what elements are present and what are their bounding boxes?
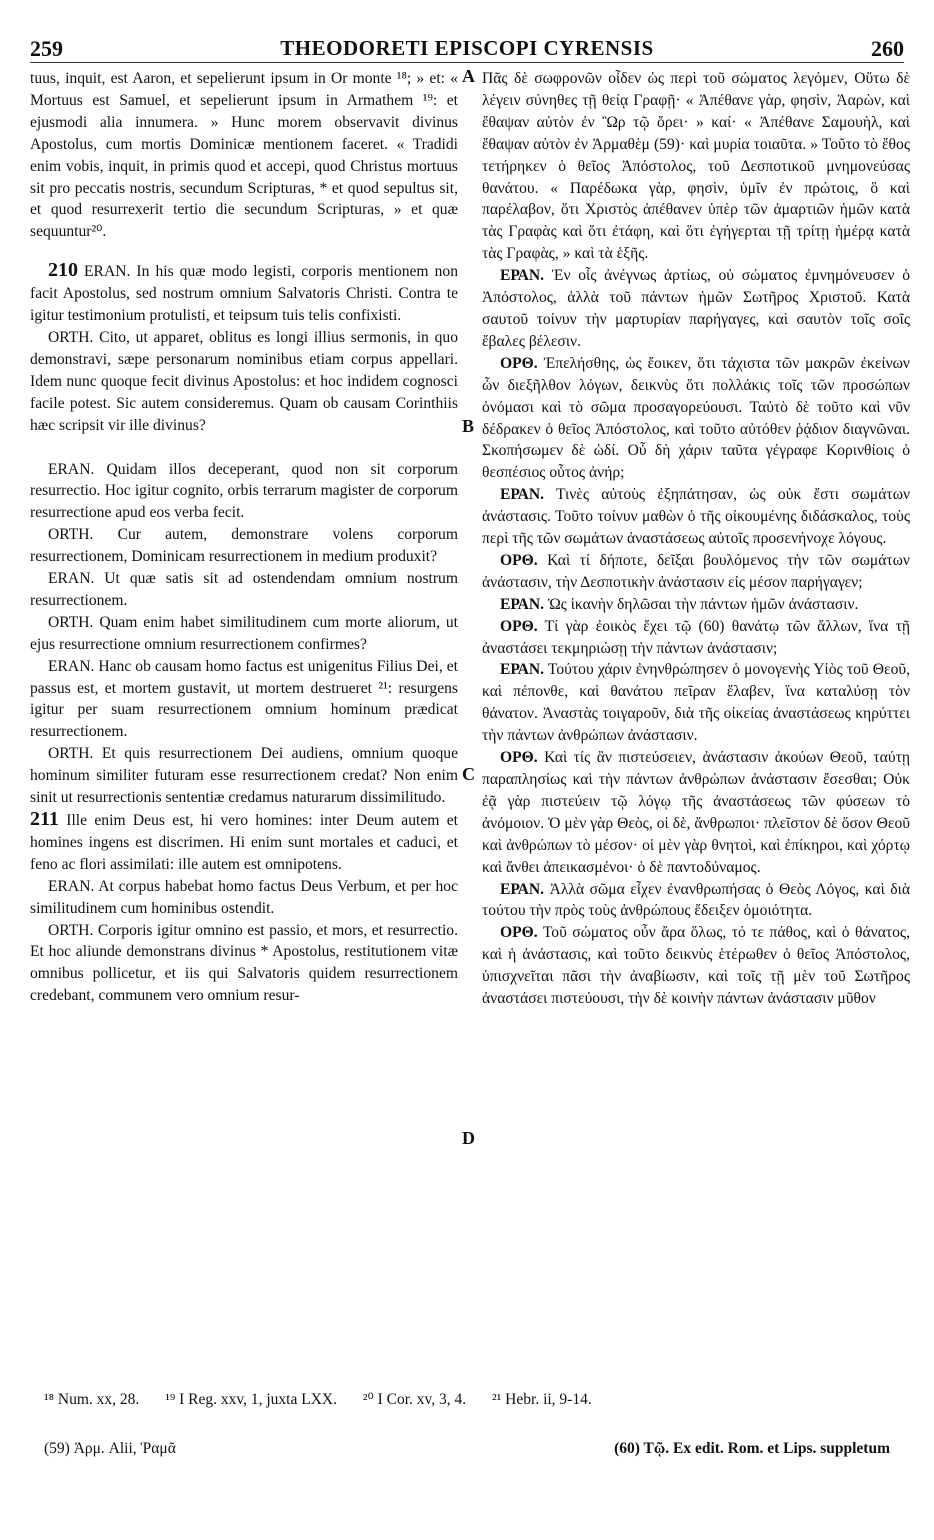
section-number: 211 bbox=[30, 808, 59, 830]
margin-marker-a: A bbox=[462, 66, 475, 86]
latin-paragraph: ERAN. Hanc ob causam homo factus est unigenitus Filius Dei, et passus est, et mortem gustavit, ut mortem destrueret ²¹: resurgens igitur per suam resurrectionem omnium hominum prædicat resurrectionem. bbox=[30, 657, 458, 741]
speaker-label: ORTH. bbox=[48, 613, 94, 631]
speaker-label: ORTH. bbox=[48, 745, 94, 763]
greek-paragraph: ΕΡΑΝ. Τινὲς αὐτοὺς ἐξηπάτησαν, ὡς οὐκ ἔστι σωμάτων ἀνάστασις. Τοῦτο τοίνυν μαθὼν ὁ τῆς οἰκουμένης διδάσκαλος, τοὺς περὶ τῆς τῶν σωμάτων ἀναστάσεως αὐτοῖς προσενήνοχε λόγους. bbox=[482, 486, 911, 548]
speaker-label: ORTH. bbox=[48, 921, 94, 939]
greek-column bbox=[482, 68, 910, 1010]
latin-paragraph: 211 Ille enim Deus est, hi vero homines: inter Deum autem et homines ingens est discrimen. Hi enim sunt mortales et caduci, et feno ac flori assimilati: ille autem est omnipotens. bbox=[30, 808, 459, 873]
variant-note-60: (60) Τῷ. Ex edit. Rom. et Lips. suppletum bbox=[614, 1440, 890, 1457]
latin-paragraph: ORTH. Cur autem, demonstrare volens corporum resurrectionem, Dominicam resurrectionem in medium produxit? bbox=[30, 526, 458, 566]
speaker-label: ΟΡΘ. bbox=[500, 551, 538, 569]
speaker-label: ΟΡΘ. bbox=[500, 617, 538, 635]
greek-paragraph: ΟΡΘ. Τοῦ σώματος οὖν ἄρα ὅλως, τό τε πάθος, καὶ ὁ θάνατος, καὶ ἡ ἀνάστασις, καὶ τοῦτο δεικνὺς ἑτέρωθεν ὁ θεῖος Ἀπόστολος, ὑπισχνεῖται πᾶσι τὴν ἀναβίωσιν, καὶ τοῖς τῇ μὲν τοῦ Σωτῆρος ἀναστάσει πιστεύουσι, τὴν δὲ κοινὴν πάντων ἀνάστασιν μῦθον bbox=[482, 924, 911, 1008]
greek-paragraph: ΕΡΑΝ. Ὡς ἱκανὴν δηλῶσαι τὴν πάντων ἡμῶν ἀνάστασιν. bbox=[500, 595, 859, 613]
speaker-label: ERAN. bbox=[48, 570, 95, 588]
greek-paragraph: Πᾶς δὲ σωφρονῶν οἶδεν ὡς περὶ τοῦ σώματος λεγόμεν, Οὕτω δὲ λέγειν σύνηθες τῇ θείᾳ Γραφῇ· « Ἀπέθανε γὰρ, φησὶν, Ἀαρὼν, καὶ ἔθαψαν αὐτὸν ἐν Ὢρ τῷ ὄρει· » καί· « Ἀπέθανε Σαμουὴλ, καὶ ἔθαψαν αὐτὸν ἐν Ἀρμαθὲμ (59)· καὶ μυρία τοιαῦτα. » Τοῦτο τὸ ἔθος τετήρηκεν ὁ θεῖος Ἀπόστολος, τοῦ Δεσποτικοῦ μνημονεύσας θανάτου. « Παρέδωκα γὰρ, φησὶν, ὑμῖν ἐν πρώτοις, ὃ καὶ παρέλαβον, ὅτι Χριστὸς ἀπέθανεν ὑπὲρ τῶν ἁμαρτιῶν ἡμῶν κατὰ τὰς Γραφὰς καὶ ὅτι ἐτάφη, καὶ ὅτι ἐγήγερται τῇ τρίτῃ ἡμέρᾳ κατὰ τὰς Γραφὰς, » καὶ τὰ ἑξῆς. bbox=[482, 70, 910, 263]
speaker-label: ΕΡΑΝ. bbox=[500, 661, 545, 679]
greek-paragraph: ΟΡΘ. Καὶ τίς ἂν πιστεύσειεν, ἀνάστασιν ἀκούων Θεοῦ, ταύτῃ παραπλησίως καὶ τὴν πάντων ἀνθρώπων ἀνάστασιν ἔσεσθαι; Οὐκ ἐᾷ γὰρ πιστεύειν τῷ λόγῳ τῆς ἀναστάσεως τῶν φύσεων τὸ ἀνόμοιον. Ὁ μὲν γὰρ Θεὸς, οἱ δὲ, ἄνθρωποι· πλεῖστον δὲ ὅσον Θεοῦ καὶ ἀνθρώπων τὸ μέσον· οἱ μὲν γὰρ θνητοὶ, καὶ ἐπίκηροι, καὶ χόρτῳ καὶ ἄνθει ἀπεικασμένοι· ὁ δὲ παντοδύναμος. bbox=[482, 749, 910, 876]
greek-paragraph: ΕΡΑΝ. Ἀλλὰ σῶμα εἶχεν ἐνανθρωπήσας ὁ Θεὸς Λόγος, καὶ διὰ τούτου τὴν πρὸς τοὺς ἀνθρώπους ἔδειξεν ὁμοιότητα. bbox=[482, 880, 910, 920]
footnote: ²¹ Hebr. ii, 9-14. bbox=[492, 1391, 592, 1408]
latin-paragraph: ERAN. Quidam illos deceperant, quod non sit corporum resurrectio. Hoc igitur cognito, orbis terrarum magister de corporum resurrectione apud eos verba fecit. bbox=[30, 460, 458, 522]
speaker-label: ERAN. bbox=[48, 460, 95, 478]
latin-paragraph: ORTH. Et quis resurrectionem Dei audiens, omnium quoque hominum similiter futuram esse resurrectionem credat? Non enim sinit ut resurrectionis sententiæ credamus naturarum dissimilitudo. bbox=[30, 745, 458, 807]
header-rule bbox=[30, 62, 904, 63]
margin-marker-d: D bbox=[462, 1128, 475, 1148]
speaker-label: ΕΡΑΝ. bbox=[500, 880, 545, 898]
speaker-label: ERAN. bbox=[84, 263, 131, 281]
speaker-label: ORTH. bbox=[48, 328, 94, 346]
variant-note-59: (59) Ἀρμ. Alii, Ῥαμᾶ bbox=[44, 1440, 176, 1457]
latin-paragraph: ERAN. Ut quæ satis sit ad ostendendam omnium nostrum resurrectionem. bbox=[30, 570, 458, 609]
latin-paragraph: ORTH. Cito, ut apparet, oblitus es longi illius sermonis, in quo demonstravi, sæpe personarum nominibus etiam corpus appellari. Idem nunc quoque fecit divinus Apostolus: et hoc indidem cognosci facile potest. Sic autem consideremus. Quam ob causam Corinthiis hæc scripsit vir ille divinus? bbox=[30, 328, 458, 434]
running-title: THEODORETI EPISCOPI CYRENSIS bbox=[280, 36, 654, 60]
speaker-label: ΕΡΑΝ. bbox=[500, 486, 545, 504]
greek-paragraph: ΕΡΑΝ. Ἐν οἷς ἀνέγνως ἀρτίως, οὐ σώματος ἐμνημόνευσεν ὁ Ἀπόστολος, ἀλλὰ τοῦ πάντων ἡμῶν Σωτῆρος Χριστοῦ. Κατὰ σαυτοῦ τοίνυν τὴν μαρτυρίαν παρήγαγες, καὶ σαυτὸν τοῖς σοῖς ἔβαλες βέλεσιν. bbox=[482, 267, 911, 350]
margin-marker-b: B bbox=[462, 416, 475, 436]
speaker-label: ERAN. bbox=[48, 657, 95, 675]
speaker-label: ORTH. bbox=[48, 526, 94, 544]
latin-paragraph: ORTH. Quam enim habet similitudinem cum morte aliorum, ut ejus resurrectione omnium resurrectionem confirmes? bbox=[30, 613, 458, 653]
latin-paragraph: 210 ERAN. In his quæ modo legisti, corporis mentionem non facit Apostolus, sed nostrum omnium Salvatoris Christi. Contra te igitur testimonium protulisti, et teipsum tuis telis confixisti. bbox=[30, 259, 458, 325]
speaker-label: ΟΡΘ. bbox=[500, 749, 538, 767]
greek-paragraph: ΟΡΘ. Τί γὰρ ἐοικὸς ἔχει τῷ (60) θανάτῳ τῶν ἄλλων, ἵνα τῇ ἀναστάσει τεκμηριώσῃ τὴν πάντων ἀνάστασιν; bbox=[482, 617, 910, 657]
latin-paragraph: ERAN. At corpus habebat homo factus Deus Verbum, et per hoc similitudinem cum hominibus ostendit. bbox=[30, 877, 458, 917]
greek-paragraph: ΟΡΘ. Καὶ τί δήποτε, δεῖξαι βουλόμενος τὴν τῶν σωμάτων ἀνάστασιν, τὴν Δεσποτικὴν ἀνάστασιν εἰς μέσον παρήγαγεν; bbox=[482, 551, 910, 591]
speaker-label: ΟΡΘ. bbox=[500, 354, 538, 372]
speaker-label: ΕΡΑΝ. bbox=[500, 595, 545, 613]
right-page-number: 260 bbox=[871, 36, 904, 61]
footnote: ¹⁹ I Reg. xxv, 1, juxta LXX. bbox=[165, 1391, 337, 1408]
section-number: 210 bbox=[48, 259, 78, 282]
latin-column bbox=[30, 68, 458, 1007]
footnotes bbox=[44, 1390, 890, 1409]
footnote: ¹⁸ Num. xx, 28. bbox=[44, 1391, 140, 1408]
margin-marker-c: C bbox=[462, 764, 475, 784]
left-page-number: 259 bbox=[30, 36, 63, 61]
latin-paragraph: tuus, inquit, est Aaron, et sepelierunt ipsum in Or monte ¹⁸; » et: « Mortuus est Samuel, et sepelierunt ipsum in Armathem ¹⁹: et ejusmodi alia innumera. » Hunc morem observavit divinus Apostolus, cum mortis Dominicæ mentionem faceret. « Tradidi enim vobis, inquit, in primis quod et accepi, quod Christus mortuus sit pro peccatis nostris, secundum Scripturas, * et quod sepultus sit, et quod resurrexerit tertio die secundum Scripturas, » et quæ sequuntur²⁰. bbox=[30, 70, 458, 241]
latin-paragraph: ORTH. Corporis igitur omnino est passio, et mors, et resurrectio. Et hoc aliunde demonstrans divinus * Apostolus, restitutionem vitæ omnibus pollicetur, et iis qui Salvatoris quidem resurrectionem credebant, communem vero omnium resur- bbox=[30, 921, 458, 1005]
greek-paragraph: ΟΡΘ. Ἐπελήσθης, ὡς ἔοικεν, ὅτι τάχιστα τῶν μακρῶν ἐκείνων ὧν διεξῆλθον λόγων, δεικνὺς ὅτι πολλάκις τοῖς τῶν προσώπων ὀνόμασι καὶ τὸ σῶμα προσαγορεύουσι. Ταὐτὸ δὲ τοῦτο καὶ νῦν δέδρακεν ὁ θεῖος Ἀπόστολος, καὶ τοῦτο αὐτόθεν ῥᾴδιον διαγνῶναι. Σκοπήσωμεν δὲ ὡδί. Οὗ δὴ χάριν ταῦτα γέγραφε Κορινθίοις ὁ θεσπέσιος οὗτος ἀνήρ; bbox=[482, 354, 910, 482]
speaker-label: ΟΡΘ. bbox=[500, 924, 538, 942]
running-header bbox=[30, 36, 904, 62]
speaker-label: ΕΡΑΝ. bbox=[500, 267, 545, 285]
greek-paragraph: ΕΡΑΝ. Τούτου χάριν ἐνηνθρώπησεν ὁ μονογενὴς Υἱὸς τοῦ Θεοῦ, καὶ πέπονθε, καὶ θανάτου πεῖραν ἔλαβεν, ἵνα καταλύσῃ τὸν θάνατον. Ἀναστὰς τοιγαροῦν, διὰ τῆς οἰκείας ἀναστάσεως κηρύττει τὴν πάντων ἀνθρώπων ἀνάστασιν. bbox=[482, 661, 910, 745]
speaker-label: ERAN. bbox=[48, 877, 95, 895]
footnote: ²⁰ I Cor. xv, 3, 4. bbox=[362, 1391, 467, 1408]
